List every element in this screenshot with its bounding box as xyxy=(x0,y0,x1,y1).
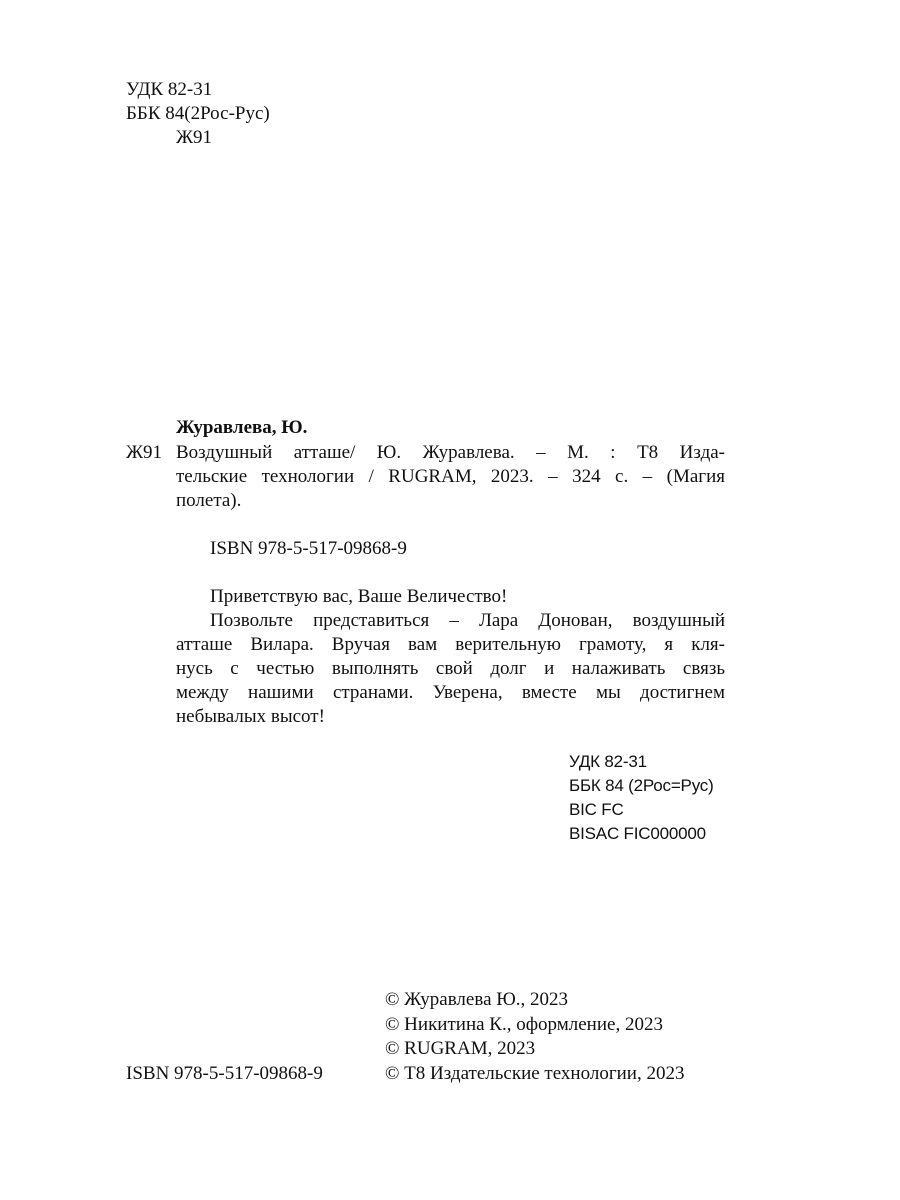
record-line-3: полета). xyxy=(176,490,242,511)
top-udk: УДК 82-31 xyxy=(126,79,213,100)
record-author: Журавлева, Ю. xyxy=(176,417,308,438)
top-author-mark: Ж91 xyxy=(176,127,213,148)
annotation-line-2: Позвольте представиться – Лара Донован, воздушный xyxy=(210,610,725,631)
annotation-line-6: небывалых высот! xyxy=(176,706,325,727)
class-udk: УДК 82-31 xyxy=(569,752,647,771)
class-bisac: BISAC FIC000000 xyxy=(569,824,706,843)
bottom-isbn: ISBN 978-5-517-09868-9 xyxy=(126,1063,323,1084)
class-bic: BIC FC xyxy=(569,800,624,819)
copyright-1: © Журавлева Ю., 2023 xyxy=(385,989,569,1010)
annotation-line-1: Приветствую вас, Ваше Величество! xyxy=(210,586,508,607)
record-mark: Ж91 xyxy=(126,442,163,463)
annotation-line-5: между нашими странами. Уверена, вместе мы достигнем xyxy=(176,682,725,703)
copyright-4: © Т8 Издательские технологии, 2023 xyxy=(385,1063,685,1084)
class-bbk: ББК 84 (2Рос=Рус) xyxy=(569,776,714,795)
copyright-2: © Никитина К., оформление, 2023 xyxy=(385,1014,663,1035)
record-line-1: Воздушный атташе/ Ю. Журавлева. – М. : Т8 Изда- xyxy=(176,442,725,463)
annotation-line-3: атташе Вилара. Вручая вам верительную грамоту, я кля- xyxy=(176,634,725,655)
copyright-3: © RUGRAM, 2023 xyxy=(385,1038,536,1059)
top-bbk: ББК 84(2Рос-Рус) xyxy=(126,103,270,124)
record-isbn: ISBN 978-5-517-09868-9 xyxy=(210,538,407,559)
record-line-2: тельские технологии / RUGRAM, 2023. – 324 с. – (Магия xyxy=(176,466,725,487)
annotation-line-4: нусь с честью выполнять свой долг и налаживать связь xyxy=(176,658,725,679)
